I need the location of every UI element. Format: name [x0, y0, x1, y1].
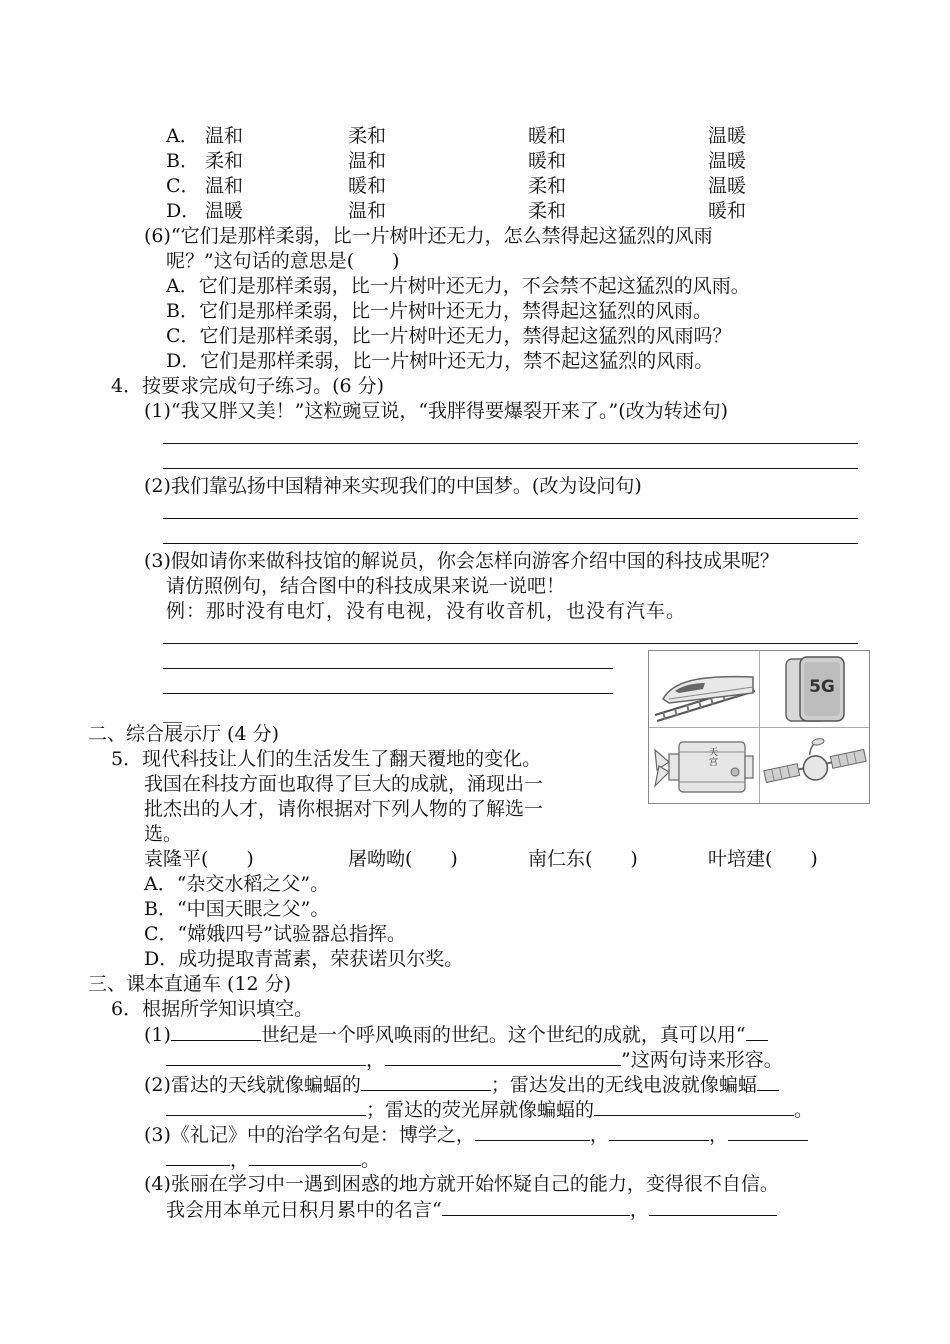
q4-part2: (2)我们靠弘扬中国精神来实现我们的中国梦。(改为设问句): [144, 475, 642, 497]
5g-phone-icon: [760, 651, 870, 727]
option-word: 温和: [348, 150, 387, 172]
q6-part2-line2: [166, 1097, 813, 1122]
q6-part2-text: (2)雷达的天线就像蝙蝠的: [144, 1074, 361, 1096]
fill-blank[interactable]: [442, 1197, 630, 1216]
q6-part3-text: (3)《礼记》中的治学名句是：博学之，: [144, 1124, 475, 1146]
fill-blank[interactable]: [166, 1047, 366, 1066]
q3-6-option-a: A．它们是那样柔弱，比一片树叶还无力，不会禁不起这猛烈的风雨。: [166, 275, 750, 297]
fill-blank[interactable]: [649, 1197, 777, 1216]
answer-line[interactable]: [163, 468, 858, 469]
q3-6-option-d: D．它们是那样柔弱，比一片树叶还无力，禁不起这猛烈的风雨。: [166, 350, 714, 372]
option-word: 温暖: [708, 150, 747, 172]
module-label: 天宫: [709, 748, 719, 768]
option-word: 温暖: [708, 175, 747, 197]
q6-part1-line2: [166, 1047, 783, 1072]
q5-line1: 5．现代科技让人们的生活发生了翻天覆地的变化。: [111, 748, 542, 770]
person-nan-rendong[interactable]: 南仁东( ): [528, 848, 638, 870]
q6-part1-label: (1): [144, 1024, 171, 1046]
option-word: 柔和: [528, 175, 567, 197]
q6-part2-text3: ；雷达的荧光屏就像蝙蝠的: [366, 1099, 595, 1121]
q6-part3-line1: [144, 1122, 808, 1147]
comma: ，: [589, 1124, 609, 1146]
q5-option-a: A．“杂交水稻之父”。: [144, 873, 330, 895]
fill-blank[interactable]: [594, 1097, 794, 1116]
option-word: 暖和: [708, 200, 747, 222]
5g-label: 5G: [809, 677, 835, 697]
q6-part4-line1: (4)张丽在学习中一遇到困惑的地方就开始怀疑自己的能力，变得很不自信。: [144, 1173, 779, 1195]
section-2-title: 二、综合展示厅 (4 分): [88, 723, 279, 745]
q4-title: 4．按要求完成句子练习。(6 分): [111, 375, 385, 397]
option-b-label: B．: [166, 150, 199, 172]
section-3-title: 三、课本直通车 (12 分): [88, 973, 292, 995]
option-c-label: C．: [166, 175, 200, 197]
q6-part4-text: 我会用本单元日积月累中的名言“: [166, 1199, 442, 1221]
q5-option-d: D．成功提取青蒿素，荣获诺贝尔奖。: [144, 948, 464, 970]
option-word: 温和: [348, 200, 387, 222]
fill-blank[interactable]: [475, 1122, 590, 1141]
q4-part1: (1)“我又胖又美！”这粒豌豆说，“我胖得要爆裂开来了。”(改为转述句): [144, 400, 729, 422]
fill-blank[interactable]: [728, 1122, 808, 1141]
q6-part1-text: 世纪是一个呼风唤雨的世纪。这个世纪的成就，真可以用“: [260, 1024, 746, 1046]
q5-option-b: B．“中国天眼之父”。: [144, 898, 330, 920]
high-speed-train-icon: [649, 651, 759, 727]
option-word: 暖和: [528, 125, 567, 147]
q3-6-stem-line1: (6)“它们是那样柔弱，比一片树叶还无力，怎么禁得起这猛烈的风雨: [144, 225, 713, 247]
answer-line[interactable]: [163, 668, 613, 669]
q3-6-option-b: B．它们是那样柔弱，比一片树叶还无力，禁得起这猛烈的风雨。: [166, 300, 712, 322]
option-word: 柔和: [348, 125, 387, 147]
q6-part4-line2: [166, 1197, 777, 1222]
q3-6-stem-line2: 呢？”这句话的意思是( ): [166, 250, 400, 272]
option-a-label: A．: [166, 125, 199, 147]
person-tu-youyou[interactable]: 屠呦呦( ): [348, 848, 458, 870]
q4-part3-line2: 请仿照例句，结合图中的科技成果来说一说吧！: [166, 575, 566, 597]
option-word: 柔和: [205, 150, 244, 172]
fill-blank[interactable]: [609, 1122, 709, 1141]
option-word: 暖和: [348, 175, 387, 197]
option-word: 暖和: [528, 150, 567, 172]
option-word: 柔和: [528, 200, 567, 222]
fill-blank[interactable]: [166, 1147, 230, 1166]
q4-part3-example: 例：那时没有电灯，没有电视，没有收音机，也没有汽车。: [166, 600, 687, 622]
period: 。: [794, 1099, 814, 1121]
answer-line[interactable]: [163, 518, 858, 519]
comma: ，: [230, 1149, 250, 1171]
answer-line[interactable]: [163, 443, 858, 444]
q6-part2-text2: ；雷达发出的无线电波就像蝙蝠: [490, 1074, 757, 1096]
fill-blank[interactable]: [361, 1072, 491, 1091]
option-word: 温暖: [205, 200, 244, 222]
option-d-label: D．: [166, 200, 201, 222]
option-word: 温和: [205, 125, 244, 147]
q3-6-option-c: C．它们是那样柔弱，比一片树叶还无力，禁得起这猛烈的风雨吗？: [166, 325, 732, 347]
option-word: 温和: [205, 175, 244, 197]
answer-line[interactable]: [163, 543, 858, 544]
answer-line-tail: __: [163, 701, 182, 723]
comma: ，: [366, 1049, 386, 1071]
q5-option-c: C．“嫦娥四号”试验器总指挥。: [144, 923, 406, 945]
fill-blank[interactable]: [249, 1147, 361, 1166]
q6-part3-line2: [166, 1147, 380, 1172]
q6-part1-end: ”这两句诗来形容。: [621, 1049, 783, 1071]
answer-line[interactable]: [163, 643, 858, 644]
q6-part2-line1: [144, 1072, 779, 1097]
answer-line[interactable]: [163, 693, 613, 694]
comma: ，: [708, 1124, 728, 1146]
q5-line4: 选。: [144, 823, 183, 845]
comma: ，: [629, 1199, 649, 1221]
fill-blank[interactable]: [746, 1022, 768, 1041]
q6-part1-line1: [144, 1022, 768, 1047]
person-yuan-longping[interactable]: 袁隆平( ): [144, 848, 254, 870]
satellite-icon: [760, 728, 870, 804]
period: 。: [361, 1149, 381, 1171]
tech-achievements-image: [648, 650, 870, 804]
q5-line2: 我国在科技方面也取得了巨大的成就，涌现出一: [144, 773, 544, 795]
q4-part3-line1: (3)假如请你来做科技馆的解说员，你会怎样向游客介绍中国的科技成果呢？: [144, 550, 779, 572]
fill-blank[interactable]: [385, 1047, 621, 1066]
fill-blank[interactable]: [166, 1097, 366, 1116]
q6-title: 6．根据所学知识填空。: [111, 998, 314, 1020]
option-word: 温暖: [708, 125, 747, 147]
space-module-icon: [649, 728, 759, 804]
person-ye-peijian[interactable]: 叶培建( ): [708, 848, 818, 870]
q5-line3: 批杰出的人才，请你根据对下列人物的了解选一: [144, 798, 544, 820]
fill-blank[interactable]: [171, 1022, 261, 1041]
fill-blank[interactable]: [757, 1072, 779, 1091]
